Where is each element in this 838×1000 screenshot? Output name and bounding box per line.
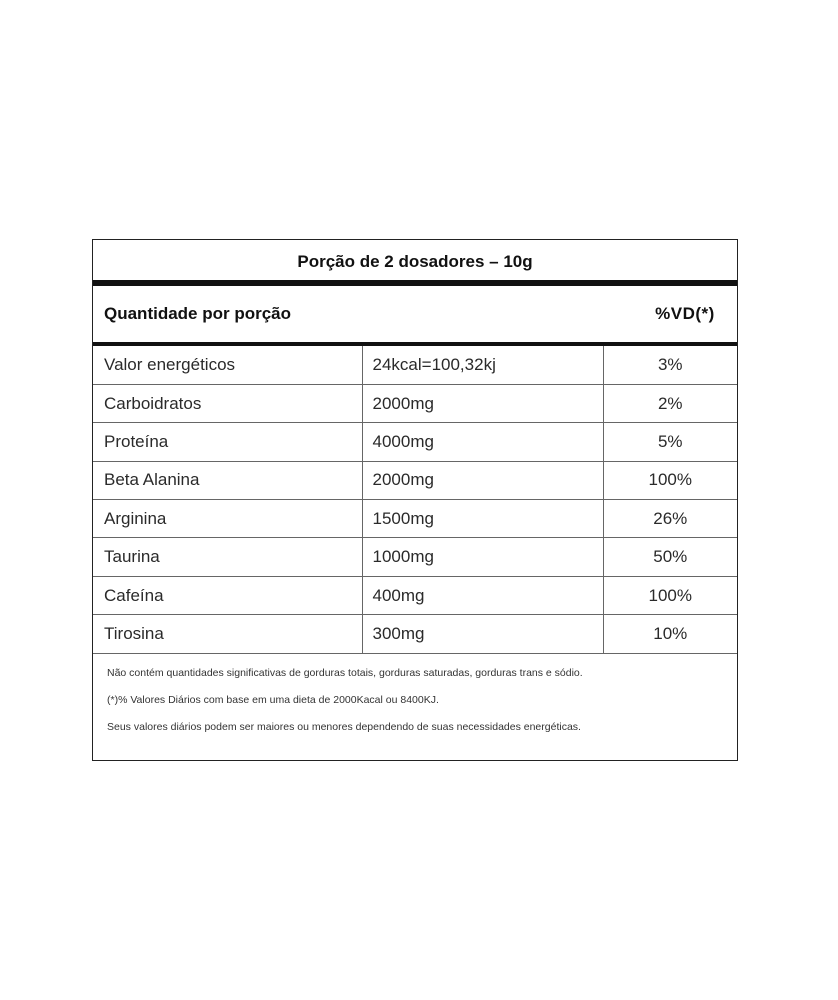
nutrient-name: Cafeína (93, 576, 362, 614)
nutrient-vd: 10% (603, 615, 737, 653)
nutrient-vd: 50% (603, 538, 737, 576)
nutrition-facts-table (92, 239, 738, 761)
header-vd-label: %VD(*) (655, 304, 715, 323)
table-row (93, 346, 737, 384)
header-quantity-label: Quantidade por porção (104, 304, 292, 323)
nutrient-amount: 1500mg (362, 500, 603, 538)
nutrient-amount: 24kcal=100,32kj (362, 346, 603, 384)
portion-title: Porção de 2 dosadores – 10g (93, 240, 737, 286)
nutrient-name: Carboidratos (93, 384, 362, 422)
nutrient-name: Taurina (93, 538, 362, 576)
nutrient-amount: 2000mg (362, 461, 603, 499)
nutrient-vd: 26% (603, 500, 737, 538)
footnote-daily-values: (*)% Valores Diários com base em uma dieta de 2000Kacal ou 8400KJ. (107, 693, 439, 706)
table-row (93, 423, 737, 461)
table-header (93, 286, 737, 346)
nutrient-vd: 100% (603, 576, 737, 614)
table-row (93, 615, 737, 653)
table-row (93, 384, 737, 422)
footnote-fats: Não contém quantidades significativas de gorduras totais, gorduras saturadas, gorduras trans e sódio. (107, 666, 583, 679)
table-row (93, 461, 737, 499)
table-row (93, 576, 737, 614)
footnote-energy-needs: Seus valores diários podem ser maiores ou menores dependendo de suas necessidades energéticas. (107, 720, 581, 733)
nutrient-vd: 5% (603, 423, 737, 461)
nutrient-name: Proteína (93, 423, 362, 461)
nutrient-amount: 300mg (362, 615, 603, 653)
nutrient-name: Tirosina (93, 615, 362, 653)
nutrient-vd: 2% (603, 384, 737, 422)
nutrient-name: Beta Alanina (93, 461, 362, 499)
nutrient-vd: 100% (603, 461, 737, 499)
nutrient-amount: 1000mg (362, 538, 603, 576)
footnotes (93, 654, 737, 733)
nutrient-table (93, 346, 737, 654)
table-row (93, 500, 737, 538)
table-row (93, 538, 737, 576)
nutrient-name: Arginina (93, 500, 362, 538)
nutrient-amount: 4000mg (362, 423, 603, 461)
nutrient-amount: 400mg (362, 576, 603, 614)
nutrient-vd: 3% (603, 346, 737, 384)
nutrient-amount: 2000mg (362, 384, 603, 422)
nutrient-name: Valor energéticos (93, 346, 362, 384)
